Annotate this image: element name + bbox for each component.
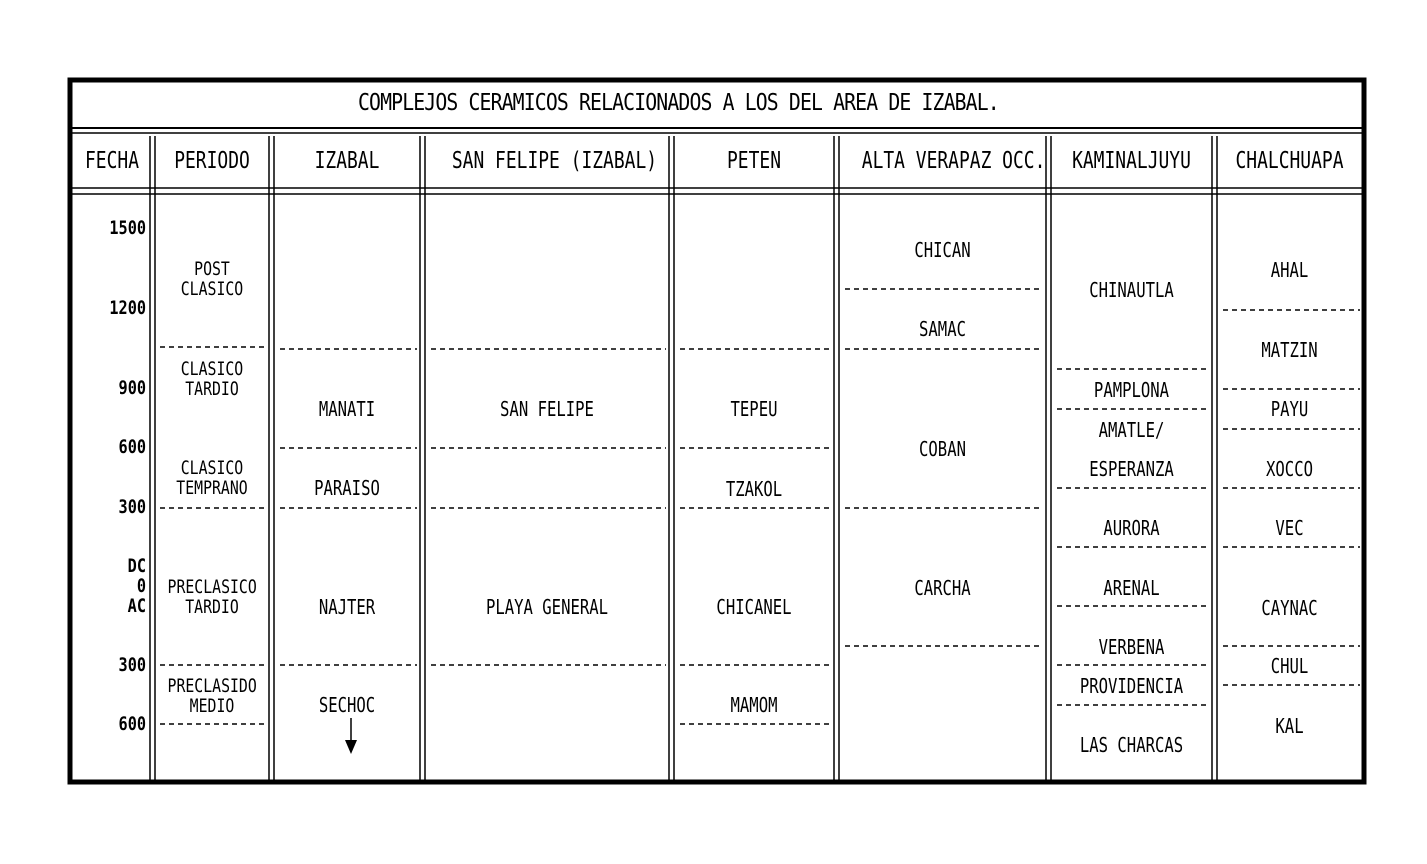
table-title: COMPLEJOS CERAMICOS RELACIONADOS A LOS DEL AREA DE IZABAL. <box>358 90 999 116</box>
izabal-sechoc: SECHOC <box>318 693 376 717</box>
date-0: 0 <box>136 575 146 597</box>
header-fecha: FECHA <box>84 148 140 174</box>
date-900: 900 <box>118 377 146 399</box>
date-600-bc: 600 <box>118 713 146 735</box>
date-1200: 1200 <box>109 297 146 319</box>
period-post-clasico: POST CLASICO <box>180 258 244 300</box>
period-clasico-temprano: CLASICO TEMPRANO <box>176 457 248 499</box>
down-arrow-icon <box>345 718 357 754</box>
header-alta-verapaz: ALTA VERAPAZ OCC. <box>861 148 1046 174</box>
kaminaljuyu-las-charcas: LAS CHARCAS <box>1079 733 1184 757</box>
date-600: 600 <box>118 436 146 458</box>
header-chalchuapa: CHALCHUAPA <box>1235 148 1344 174</box>
date-dc: DC <box>127 555 146 577</box>
kaminaljuyu-aurora: AURORA <box>1103 516 1160 540</box>
kaminaljuyu-providencia: PROVIDENCIA <box>1079 674 1184 698</box>
peten-tzakol: TZAKOL <box>725 477 783 501</box>
column-dividers <box>150 136 1217 780</box>
period-boundaries <box>160 289 1360 724</box>
kaminaljuyu-esperanza: ESPERANZA <box>1089 457 1174 481</box>
header-kaminaljuyu: KAMINALJUYU <box>1072 148 1191 174</box>
izabal-manati: MANATI <box>318 397 376 421</box>
peten-tepeu: TEPEU <box>730 397 778 421</box>
peten-mamom: MAMOM <box>730 693 778 717</box>
izabal-paraiso: PARAISO <box>314 476 380 500</box>
date-300: 300 <box>118 496 146 518</box>
kaminaljuyu-amatle: AMATLE/ <box>1098 418 1165 442</box>
chalchuapa-kal: KAL <box>1275 714 1304 738</box>
date-ac: AC <box>127 595 146 617</box>
header-san-felipe: SAN FELIPE (IZABAL) <box>451 148 658 174</box>
izabal-najter: NAJTER <box>318 595 376 619</box>
chalchuapa-matzin: MATZIN <box>1261 338 1318 362</box>
period-preclasico-tardio: PRECLASICO TARDIO <box>167 576 257 618</box>
chalchuapa-caynac: CAYNAC <box>1261 596 1318 620</box>
chalchuapa-chul: CHUL <box>1270 654 1309 678</box>
alta-verapaz-carcha: CARCHA <box>914 576 971 600</box>
san-felipe-playa-general: PLAYA GENERAL <box>485 595 609 619</box>
peten-chicanel: CHICANEL <box>716 595 792 619</box>
kaminaljuyu-chinautla: CHINAUTLA <box>1089 278 1174 302</box>
chalchuapa-xocco: XOCCO <box>1266 457 1313 481</box>
san-felipe-phase: SAN FELIPE <box>500 397 594 421</box>
kaminaljuyu-pamplona: PAMPLONA <box>1093 378 1170 402</box>
date-1500: 1500 <box>109 217 146 239</box>
alta-verapaz-coban: COBAN <box>919 437 966 461</box>
alta-verapaz-chican: CHICAN <box>914 238 971 262</box>
chalchuapa-ahal: AHAL <box>1270 258 1309 282</box>
period-clasico-tardio: CLASICO TARDIO <box>180 358 244 400</box>
chalchuapa-vec: VEC <box>1275 516 1304 540</box>
alta-verapaz-samac: SAMAC <box>919 317 966 341</box>
period-preclasido-medio: PRECLASIDO MEDIO <box>167 675 257 717</box>
header-izabal: IZABAL <box>314 148 380 174</box>
kaminaljuyu-verbena: VERBENA <box>1098 635 1165 659</box>
header-periodo: PERIODO <box>174 148 250 174</box>
date-300-bc: 300 <box>118 654 146 676</box>
chalchuapa-payu: PAYU <box>1270 397 1309 421</box>
header-peten: PETEN <box>726 148 782 174</box>
kaminaljuyu-arenal: ARENAL <box>1103 576 1160 600</box>
